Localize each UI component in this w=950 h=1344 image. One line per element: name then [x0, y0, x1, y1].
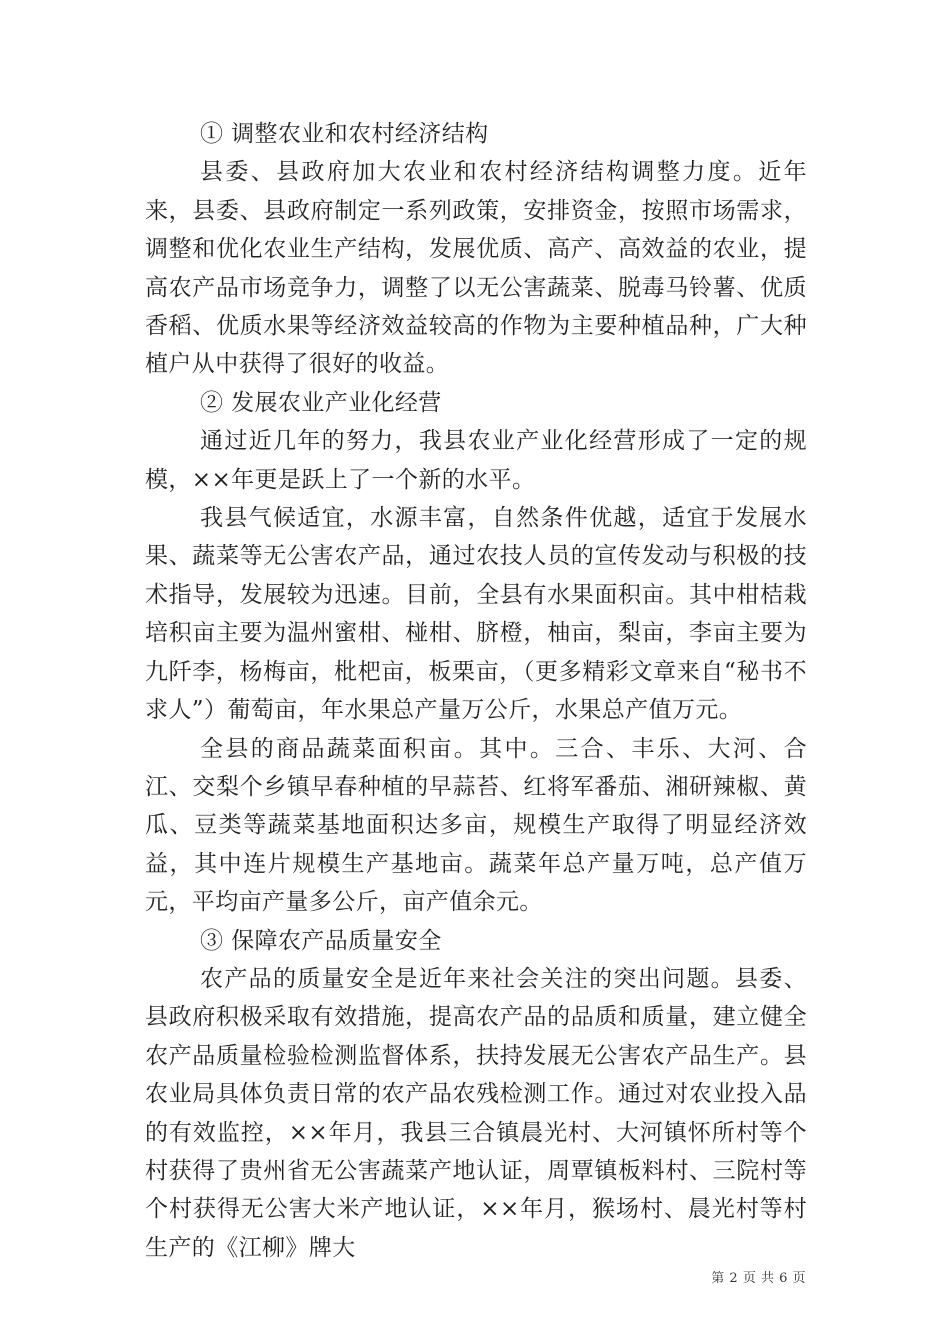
paragraph-fruit-production: 我县气候适宜，水源丰富，自然条件优越，适宜于发展水果、蔬菜等无公害农产品，通过农技人员的宣传发动与积极的技术指导，发展较为迅速。目前，全县有水果面积亩。其中柑桔栽培积亩主要为温州蜜柑、椪柑、脐橙，柚亩，梨亩，李亩主要为九阡李，杨梅亩，枇杷亩，板栗亩，（更多精彩文章来自“秘书不求人”）葡萄亩，年水果总产量万公斤，水果总产值万元。 [145, 505, 807, 724]
paragraph-vegetable-production: 全县的商品蔬菜面积亩。其中。三合、丰乐、大河、合江、交梨个乡镇早春种植的早蒜苔、红将军番茄、湘研辣椒、黄瓜、豆类等蔬菜基地面积达多亩，规模生产取得了明显经济效益，其中连片规模生产基地亩。蔬菜年总产量万吨，总产值万元，平均亩产量多公斤，亩产值余元。 [145, 735, 807, 916]
paragraph-industrialization-intro: 通过近几年的努力，我县农业产业化经营形成了一定的规模，××年更是跃上了一个新的水平。 [145, 428, 807, 493]
section-heading-1: ① 调整农业和农村经济结构 [200, 121, 489, 147]
document-body [145, 115, 807, 1267]
section-heading-2: ② 发展农业产业化经营 [200, 389, 442, 416]
section-heading-3: ③ 保障农产品质量安全 [200, 927, 442, 954]
paragraph-quality-safety: 农产品的质量安全是近年来社会关注的突出问题。县委、县政府积极采取有效措施，提高农产品的品质和质量，建立健全农产品质量检验检测监督体系，扶持发展无公害农产品生产。县农业局具体负责日常的农产品农残检测工作。通过对农业投入品的有效监控，××年月，我县三合镇晨光村、大河镇怀所村等个村获得了贵州省无公害蔬菜产地认证，周覃镇板料村、三院村等个村获得无公害大米产地认证，××年月，猴场村、晨光村等村生产的《江柳》牌大 [145, 965, 807, 1261]
page-number-footer: 第 2 页 共 6 页 [711, 1271, 806, 1286]
paragraph-structure-adjustment: 县委、县政府加大农业和农村经济结构调整力度。近年来，县委、县政府制定一系列政策，安排资金，按照市场需求，调整和优化农业生产结构，发展优质、高产、高效益的农业，提高农产品市场竞争力，调整了以无公害蔬菜、脱毒马铃薯、优质香稻、优质水果等经济效益较高的作物为主要种植品种，广大种植户从中获得了很好的收益。 [145, 159, 807, 378]
